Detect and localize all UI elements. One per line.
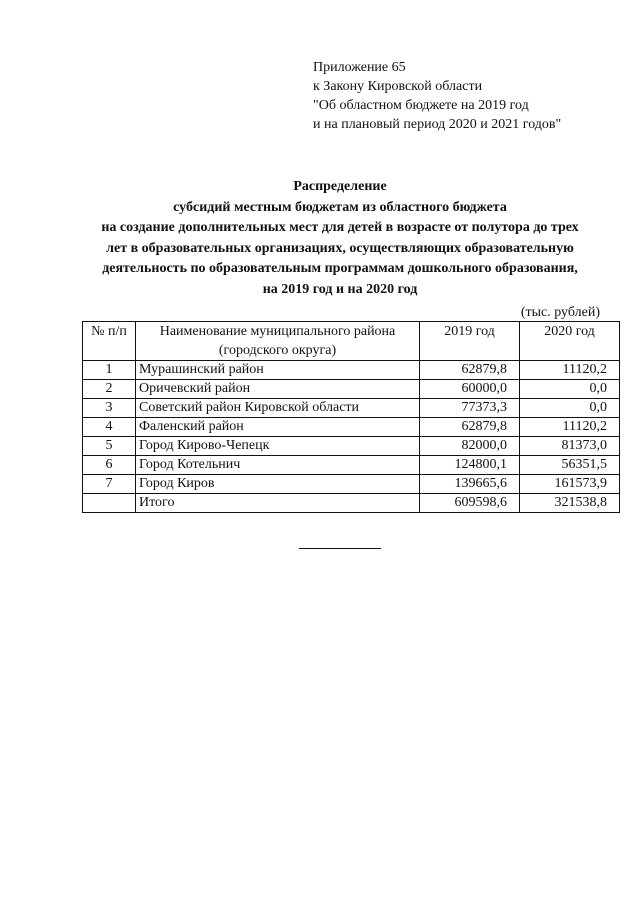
cell-num: 1 <box>83 361 136 380</box>
table-body <box>83 361 620 513</box>
cell-num: 2 <box>83 380 136 399</box>
cell-y2019: 124800,1 <box>420 456 520 475</box>
cell-y2020: 11120,2 <box>520 361 620 380</box>
cell-y2019: 139665,6 <box>420 475 520 494</box>
cell-y2020: 161573,9 <box>520 475 620 494</box>
annex-line: Приложение 65 <box>313 60 406 75</box>
title-line: лет в образовательных организациях, осуществляющих образовательную <box>106 240 574 256</box>
cell-name: Оричевский район <box>136 380 420 399</box>
cell-y2019: 62879,8 <box>420 418 520 437</box>
table-row <box>83 475 620 494</box>
title-line: Распределение <box>293 179 387 194</box>
title-line: субсидий местным бюджетам из областного бюджета <box>173 199 507 215</box>
table-row <box>83 456 620 475</box>
cell-y2020: 0,0 <box>520 399 620 418</box>
cell-num: 5 <box>83 437 136 456</box>
cell-name: Фаленский район <box>136 418 420 437</box>
title-line: на создание дополнительных мест для детей в возрасте от полутора до трех <box>101 220 579 235</box>
cell-y2020: 56351,5 <box>520 456 620 475</box>
annex-line: "Об областном бюджете на 2019 год <box>313 98 529 113</box>
table-row <box>83 399 620 418</box>
cell-num: 7 <box>83 475 136 494</box>
subsidy-table <box>82 321 620 513</box>
table-row <box>83 437 620 456</box>
title-line: деятельность по образовательным программам дошкольного образования, <box>102 261 578 276</box>
cell-y2019: 62879,8 <box>420 361 520 380</box>
header-2019: 2019 год <box>420 322 520 361</box>
annex-line: к Закону Кировской области <box>313 79 483 94</box>
table-row <box>83 380 620 399</box>
header-num: № п/п <box>83 322 136 361</box>
table-row <box>83 418 620 437</box>
cell-y2020: 11120,2 <box>520 418 620 437</box>
cell-y2019: 60000,0 <box>420 380 520 399</box>
cell-name: Город Кирово-Чепецк <box>136 437 420 456</box>
table-row <box>83 361 620 380</box>
cell-y2019: 77373,3 <box>420 399 520 418</box>
cell-y2020: 0,0 <box>520 380 620 399</box>
cell-y2019: 609598,6 <box>420 494 520 513</box>
cell-y2020: 81373,0 <box>520 437 620 456</box>
cell-name: Советский район Кировской области <box>136 399 420 418</box>
document-title <box>40 177 640 300</box>
table-header-row <box>83 322 620 361</box>
header-2020: 2020 год <box>520 322 620 361</box>
header-name: Наименование муниципального района (городского округа) <box>136 322 420 361</box>
cell-y2019: 82000,0 <box>420 437 520 456</box>
cell-num: 4 <box>83 418 136 437</box>
cell-num: 6 <box>83 456 136 475</box>
cell-name: Мурашинский район <box>136 361 420 380</box>
cell-y2020: 321538,8 <box>520 494 620 513</box>
signature-line <box>299 548 381 549</box>
cell-name: Город Киров <box>136 475 420 494</box>
cell-name: Итого <box>136 494 420 513</box>
total-row <box>83 494 620 513</box>
cell-num: 3 <box>83 399 136 418</box>
cell-name: Город Котельнич <box>136 456 420 475</box>
cell-num <box>83 494 136 513</box>
units-label: (тыс. рублей) <box>520 305 600 320</box>
title-line: на 2019 год и на 2020 год <box>262 281 418 297</box>
annex-line: и на плановый период 2020 и 2021 годов" <box>313 117 562 132</box>
annex-header <box>313 58 561 134</box>
